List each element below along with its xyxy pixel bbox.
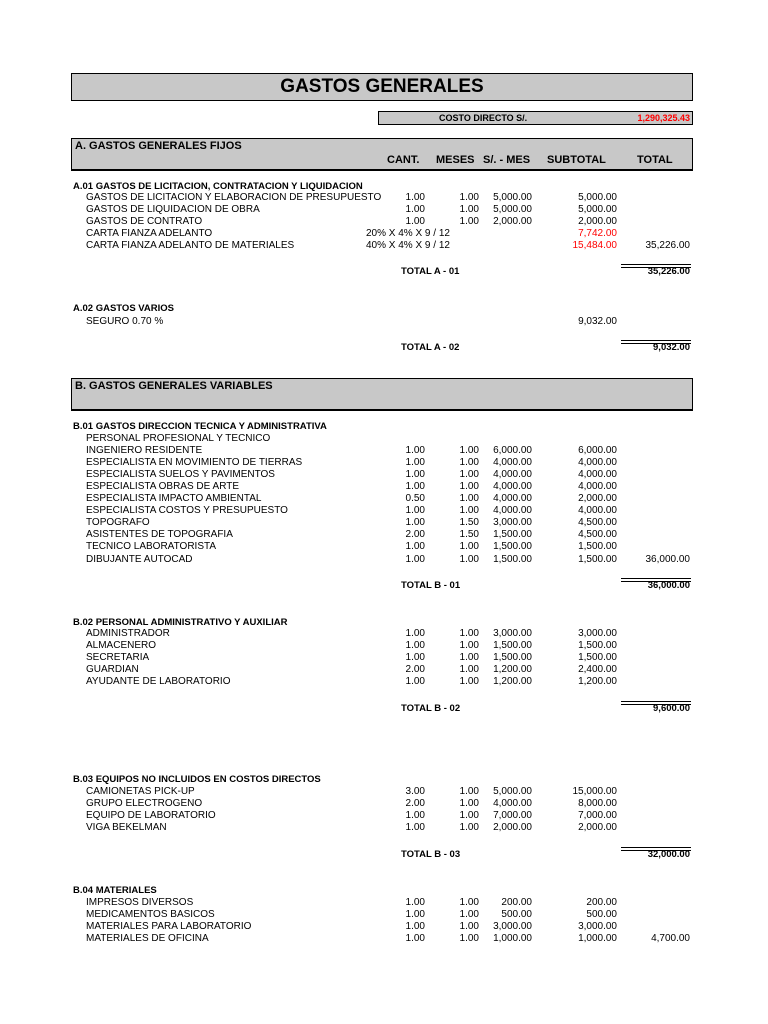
row-meses: 1.00 (459, 640, 479, 651)
table-row (0, 457, 768, 469)
row-subtotal: 9,032.00 (578, 316, 617, 327)
table-row (0, 798, 768, 810)
row-desc: MATERIALES DE OFICINA (86, 933, 209, 944)
row-mes: 6,000.00 (493, 445, 532, 456)
row-total: 4,700.00 (651, 933, 690, 944)
table-row (0, 316, 768, 328)
row-mes: 4,000.00 (493, 493, 532, 504)
row-mes: 1,200.00 (493, 664, 532, 675)
table-row (0, 909, 768, 921)
row-desc: GASTOS DE LIQUIDACION DE OBRA (86, 204, 260, 215)
section-a-header (71, 138, 693, 171)
row-cant: 1.00 (405, 822, 425, 833)
row-meses: 1.00 (459, 469, 479, 480)
row-subtotal: 6,000.00 (578, 445, 617, 456)
a01-title: A.01 GASTOS DE LICITACION, CONTRATACION Y LIQUIDACION (73, 181, 363, 192)
b02-title: B.02 PERSONAL ADMINISTRATIVO Y AUXILIAR (73, 617, 288, 628)
total-a01-label: TOTAL A - 01 (401, 266, 460, 277)
row-group-label: PERSONAL PROFESIONAL Y TECNICO (86, 433, 271, 444)
row-desc: ALMACENERO (86, 640, 157, 651)
page-title: GASTOS GENERALES (71, 73, 693, 101)
row-cant: 1.00 (405, 457, 425, 468)
row-mes: 1,500.00 (493, 529, 532, 540)
table-row (0, 810, 768, 822)
row-subtotal: 3,000.00 (578, 921, 617, 932)
row-desc: INGENIERO RESIDENTE (86, 445, 203, 456)
table-row (0, 897, 768, 909)
section-b-title: B. GASTOS GENERALES VARIABLES (75, 380, 273, 392)
row-desc: AYUDANTE DE LABORATORIO (86, 676, 231, 687)
row-mes: 3,000.00 (493, 517, 532, 528)
row-meses: 1.00 (459, 216, 479, 227)
row-subtotal: 3,000.00 (578, 628, 617, 639)
table-row (0, 493, 768, 505)
row-meses: 1.00 (459, 652, 479, 663)
row-subtotal: 2,000.00 (578, 216, 617, 227)
row-mes: 7,000.00 (493, 810, 532, 821)
header-meses: MESES (436, 154, 475, 166)
total-b03-value: 32,000.00 (647, 849, 690, 860)
row-cant: 2.00 (405, 529, 425, 540)
row-meses: 1.00 (459, 554, 479, 565)
table-row (0, 822, 768, 834)
row-cant: 1.00 (405, 676, 425, 687)
row-cant: 1.00 (405, 909, 425, 920)
a02-title: A.02 GASTOS VARIOS (73, 303, 175, 314)
row-meses: 1.50 (459, 529, 479, 540)
row-desc: CARTA FIANZA ADELANTO DE MATERIALES (86, 240, 295, 251)
row-cant: 3.00 (405, 786, 425, 797)
row-desc: ESPECIALISTA SUELOS Y PAVIMENTOS (86, 469, 275, 480)
row-desc: ESPECIALISTA IMPACTO AMBIENTAL (86, 493, 262, 504)
row-mes: 2,000.00 (493, 216, 532, 227)
row-meses: 1.00 (459, 810, 479, 821)
row-subtotal: 1,200.00 (578, 676, 617, 687)
table-row (0, 786, 768, 798)
table-row (0, 517, 768, 529)
row-mes: 3,000.00 (493, 628, 532, 639)
row-mes: 5,000.00 (493, 192, 532, 203)
row-desc: GUARDIAN (86, 664, 139, 675)
row-meses: 1.00 (459, 664, 479, 675)
row-subtotal: 200.00 (586, 897, 617, 908)
total-b03-label: TOTAL B - 03 (401, 849, 461, 860)
row-desc: CAMIONETAS PICK-UP (86, 786, 195, 797)
row-cant: 2.00 (405, 664, 425, 675)
row-subtotal: 500.00 (586, 909, 617, 920)
row-subtotal: 1,500.00 (578, 541, 617, 552)
row-meses: 1.00 (459, 628, 479, 639)
row-cant: 1.00 (405, 652, 425, 663)
row-mes: 4,000.00 (493, 798, 532, 809)
table-row (0, 529, 768, 541)
row-subtotal: 1,000.00 (578, 933, 617, 944)
row-meses: 1.00 (459, 909, 479, 920)
header-total: TOTAL (637, 154, 673, 166)
row-desc: SECRETARIA (86, 652, 150, 663)
row-mes: 1,500.00 (493, 640, 532, 651)
table-row (0, 676, 768, 688)
table-row (0, 640, 768, 652)
row-total: 35,226.00 (645, 240, 690, 251)
table-row (0, 921, 768, 933)
row-subtotal: 2,000.00 (578, 822, 617, 833)
row-subtotal: 15,000.00 (572, 786, 617, 797)
row-meses: 1.00 (459, 445, 479, 456)
costo-directo-value: 1,290,325.43 (637, 113, 690, 123)
row-subtotal: 15,484.00 (572, 240, 617, 251)
row-mes: 1,500.00 (493, 652, 532, 663)
header-cant: CANT. (387, 154, 420, 166)
row-mes: 1,000.00 (493, 933, 532, 944)
row-meses: 1.00 (459, 921, 479, 932)
row-meses: 1.00 (459, 457, 479, 468)
table-row (0, 505, 768, 517)
row-desc: VIGA BEKELMAN (86, 822, 167, 833)
row-subtotal: 4,000.00 (578, 481, 617, 492)
row-desc: ASISTENTES DE TOPOGRAFIA (86, 529, 233, 540)
row-meses: 1.00 (459, 505, 479, 516)
row-mes: 500.00 (501, 909, 532, 920)
row-desc: DIBUJANTE AUTOCAD (86, 554, 193, 565)
row-meses: 1.00 (459, 676, 479, 687)
costo-directo-box (378, 111, 693, 125)
row-desc: CARTA FIANZA ADELANTO (86, 228, 213, 239)
row-cant: 0.50 (405, 493, 425, 504)
row-desc: ESPECIALISTA COSTOS Y PRESUPUESTO (86, 505, 288, 516)
row-total: 36,000.00 (645, 554, 690, 565)
row-mes: 5,000.00 (493, 786, 532, 797)
row-cant: 1.00 (405, 505, 425, 516)
row-desc: GASTOS DE CONTRATO (86, 216, 203, 227)
row-cant: 1.00 (405, 810, 425, 821)
row-subtotal: 4,000.00 (578, 505, 617, 516)
table-row (0, 628, 768, 640)
row-subtotal: 2,000.00 (578, 493, 617, 504)
row-cant: 1.00 (405, 933, 425, 944)
row-cant: 1.00 (405, 541, 425, 552)
row-mes: 4,000.00 (493, 457, 532, 468)
table-row (0, 933, 768, 945)
row-meses: 1.00 (459, 481, 479, 492)
row-desc: ESPECIALISTA EN MOVIMIENTO DE TIERRAS (86, 457, 303, 468)
row-cant: 1.00 (405, 192, 425, 203)
row-meses: 1.00 (459, 204, 479, 215)
row-desc: EQUIPO DE LABORATORIO (86, 810, 216, 821)
table-row (0, 652, 768, 664)
row-desc: ADMINISTRADOR (86, 628, 170, 639)
row-subtotal: 7,000.00 (578, 810, 617, 821)
table-row (0, 554, 768, 566)
row-desc: GASTOS DE LICITACION Y ELABORACION DE PRESUPUESTO (86, 192, 382, 203)
total-b02-value: 9,600.00 (653, 703, 690, 714)
row-cant: 1.00 (405, 469, 425, 480)
table-row (0, 433, 768, 445)
row-desc: MEDICAMENTOS BASICOS (86, 909, 215, 920)
row-desc: TOPOGRAFO (86, 517, 150, 528)
row-mes: 1,200.00 (493, 676, 532, 687)
row-cant: 1.00 (405, 921, 425, 932)
row-mes: 4,000.00 (493, 505, 532, 516)
row-cant: 1.00 (405, 554, 425, 565)
row-desc: IMPRESOS DIVERSOS (86, 897, 194, 908)
row-meses: 1.00 (459, 786, 479, 797)
row-subtotal: 5,000.00 (578, 192, 617, 203)
row-subtotal: 4,000.00 (578, 457, 617, 468)
row-meses: 1.00 (459, 822, 479, 833)
row-meses: 1.00 (459, 798, 479, 809)
table-row (0, 216, 768, 228)
section-a-title: A. GASTOS GENERALES FIJOS (75, 140, 242, 152)
row-meses: 1.50 (459, 517, 479, 528)
total-a02-label: TOTAL A - 02 (401, 342, 460, 353)
row-formula: 40% X 4% X 9 / 12 (366, 240, 450, 251)
table-row (0, 240, 768, 252)
header-subtotal: SUBTOTAL (547, 154, 606, 166)
b01-title: B.01 GASTOS DIRECCION TECNICA Y ADMINISTRATIVA (73, 421, 327, 432)
b03-title: B.03 EQUIPOS NO INCLUIDOS EN COSTOS DIRECTOS (73, 774, 321, 785)
row-subtotal: 1,500.00 (578, 640, 617, 651)
header-soles-mes: S/. - MES (483, 154, 531, 166)
row-mes: 4,000.00 (493, 481, 532, 492)
row-cant: 1.00 (405, 517, 425, 528)
row-subtotal: 4,500.00 (578, 517, 617, 528)
total-b01-value: 36,000.00 (647, 580, 690, 591)
row-desc: MATERIALES PARA LABORATORIO (86, 921, 252, 932)
table-row (0, 228, 768, 240)
row-subtotal: 1,500.00 (578, 554, 617, 565)
table-row (0, 192, 768, 204)
row-subtotal: 4,000.00 (578, 469, 617, 480)
row-desc: SEGURO 0.70 % (86, 316, 164, 327)
row-desc: ESPECIALISTA OBRAS DE ARTE (86, 481, 240, 492)
row-meses: 1.00 (459, 192, 479, 203)
row-desc: TECNICO LABORATORISTA (86, 541, 217, 552)
table-row (0, 664, 768, 676)
table-row (0, 445, 768, 457)
row-cant: 1.00 (405, 204, 425, 215)
table-row (0, 541, 768, 553)
row-cant: 1.00 (405, 216, 425, 227)
row-cant: 1.00 (405, 445, 425, 456)
row-meses: 1.00 (459, 493, 479, 504)
row-cant: 1.00 (405, 628, 425, 639)
row-cant: 1.00 (405, 481, 425, 492)
table-row (0, 204, 768, 216)
row-mes: 5,000.00 (493, 204, 532, 215)
row-mes: 4,000.00 (493, 469, 532, 480)
row-subtotal: 2,400.00 (578, 664, 617, 675)
row-subtotal: 8,000.00 (578, 798, 617, 809)
row-subtotal: 7,742.00 (578, 228, 617, 239)
row-cant: 1.00 (405, 897, 425, 908)
row-meses: 1.00 (459, 541, 479, 552)
row-subtotal: 1,500.00 (578, 652, 617, 663)
row-subtotal: 5,000.00 (578, 204, 617, 215)
row-desc: GRUPO ELECTROGENO (86, 798, 203, 809)
row-meses: 1.00 (459, 933, 479, 944)
total-a02-value: 9,032.00 (653, 342, 690, 353)
row-subtotal: 4,500.00 (578, 529, 617, 540)
row-cant: 2.00 (405, 798, 425, 809)
row-meses: 1.00 (459, 897, 479, 908)
total-a01-value: 35,226.00 (647, 266, 690, 277)
b04-title: B.04 MATERIALES (73, 885, 157, 896)
total-b01-label: TOTAL B - 01 (401, 580, 461, 591)
row-mes: 1,500.00 (493, 554, 532, 565)
costo-directo-label: COSTO DIRECTO S/. (439, 113, 528, 123)
row-mes: 2,000.00 (493, 822, 532, 833)
section-b-header (71, 378, 693, 411)
total-b02-label: TOTAL B - 02 (401, 703, 461, 714)
row-cant: 1.00 (405, 640, 425, 651)
row-formula: 20% X 4% X 9 / 12 (366, 228, 450, 239)
table-row (0, 469, 768, 481)
row-mes: 3,000.00 (493, 921, 532, 932)
row-mes: 200.00 (501, 897, 532, 908)
table-row (0, 481, 768, 493)
row-mes: 1,500.00 (493, 541, 532, 552)
